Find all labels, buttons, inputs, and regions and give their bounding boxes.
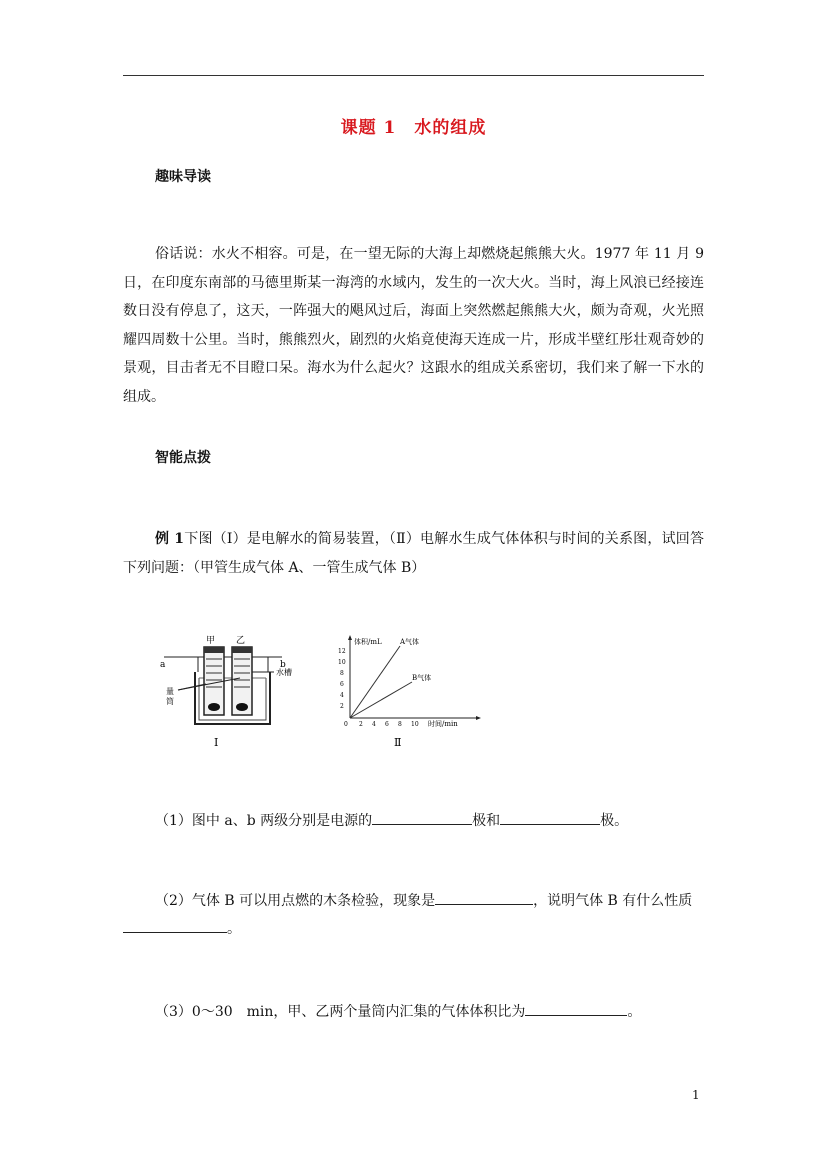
q2-middle: ，说明气体 B 有什么性质 — [533, 893, 693, 909]
origin-label: 0 — [344, 721, 348, 728]
q1-prefix: （1）图中 a、b 两级分别是电源的 — [155, 813, 373, 829]
label-yi: 乙 — [236, 636, 246, 646]
x-tick-8: 8 — [398, 721, 402, 728]
y-tick-4: 4 — [340, 692, 344, 699]
label-tube-1: 量 — [166, 687, 174, 696]
question-1 — [155, 810, 628, 830]
q2-blank-2[interactable] — [123, 918, 227, 933]
q3-blank[interactable] — [525, 1001, 627, 1016]
volume-time-graph — [338, 635, 481, 749]
label-a: a — [160, 660, 166, 670]
q2-prefix: （2）气体 B 可以用点燃的木条检验，现象是 — [155, 893, 436, 909]
question-3 — [155, 1001, 641, 1021]
series-a-line — [350, 646, 400, 718]
y-tick-10: 10 — [338, 659, 346, 666]
example-label: 例 1 — [155, 531, 185, 547]
q2-suffix: 。 — [227, 921, 241, 937]
y-axis-label: 体积/mL — [354, 638, 382, 646]
q1-suffix: 极。 — [600, 813, 629, 829]
y-tick-6: 6 — [340, 681, 344, 688]
q3-prefix: （3）0～30 min，甲、乙两个量筒内汇集的气体体积比为 — [155, 1004, 526, 1020]
x-tick-4: 4 — [372, 721, 376, 728]
x-axis-label: 时间/min — [428, 720, 458, 728]
y-tick-8: 8 — [340, 670, 344, 677]
electrolysis-figure — [150, 632, 490, 752]
series-b-label: B气体 — [412, 674, 432, 682]
q1-blank-1[interactable] — [372, 810, 472, 825]
x-tick-2: 2 — [359, 721, 363, 728]
label-tank: 水槽 — [276, 668, 292, 677]
label-b: b — [280, 660, 286, 670]
intro-paragraph: 俗话说：水火不相容。可是，在一望无际的大海上却燃烧起熊熊大火。1977 年 11 月 9 日，在印度东南部的马德里斯某一海湾的水域内，发生的一次大火。当时，海上风浪已经接连数日没有停息了，这天，一阵强大的飓风过后，海面上突然燃起熊熊大火，颇为奇观，火光照耀四周数十公里。当时，熊熊烈火，剧烈的火焰竟使海天连成一片，形成半壁红彤壮观奇妙的景观，目击者无不目瞪口呆。海水为什么起火？这跟水的组成关系密切，我们来了解一下水的组成。 — [123, 246, 704, 405]
q1-middle: 极和 — [472, 813, 501, 829]
q1-blank-2[interactable] — [500, 810, 600, 825]
electrolysis-apparatus — [160, 635, 292, 749]
section-heading-fun-reading: 趣味导读 — [155, 169, 211, 185]
example-text: 下图（Ⅰ）是电解水的简易装置，（Ⅱ）电解水生成气体体积与时间的关系图，试回答下列问题：（甲管生成气体 A、一管生成气体 B） — [123, 531, 705, 576]
caption-graph: Ⅱ — [394, 736, 402, 749]
caption-apparatus: Ⅰ — [214, 736, 219, 749]
example-paragraph — [123, 525, 704, 582]
question-2 — [123, 887, 704, 943]
x-tick-6: 6 — [385, 721, 389, 728]
section-heading-tips: 智能点拨 — [155, 450, 211, 466]
page-number: 1 — [692, 1088, 700, 1102]
series-b-line — [350, 682, 412, 718]
label-jia: 甲 — [206, 636, 216, 646]
x-tick-10: 10 — [411, 721, 419, 728]
y-tick-2: 2 — [340, 703, 344, 710]
label-tube-2: 筒 — [166, 697, 174, 706]
q2-blank-1[interactable] — [435, 890, 533, 905]
y-tick-12: 12 — [338, 648, 346, 655]
page-title: 课题 1 水的组成 — [340, 118, 487, 138]
header-rule — [123, 75, 704, 76]
q3-suffix: 。 — [627, 1004, 642, 1020]
series-a-label: A气体 — [400, 638, 420, 646]
